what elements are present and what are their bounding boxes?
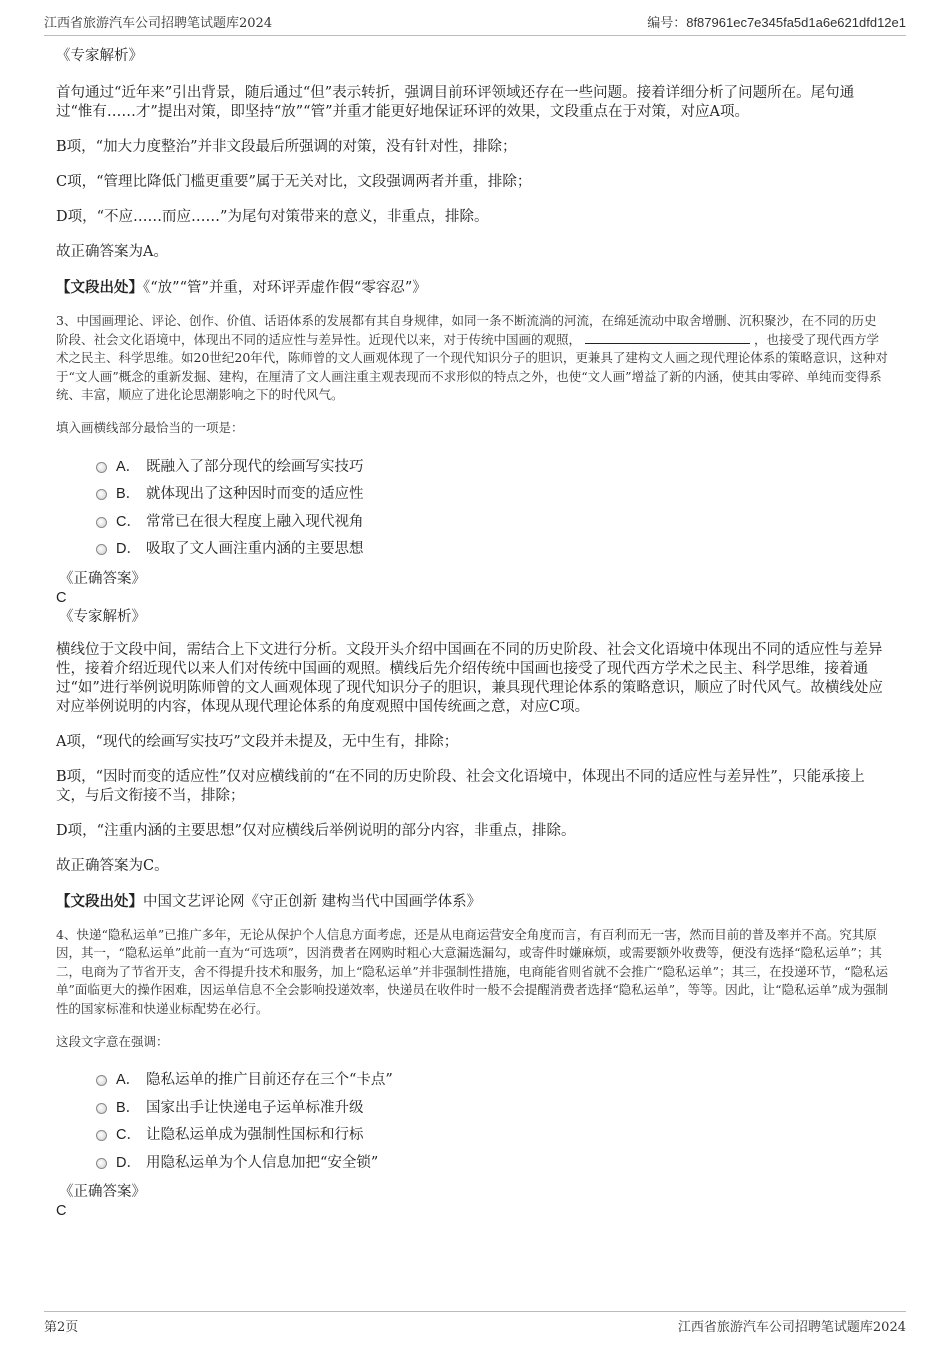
analysis-paragraph: D项，“不应……而应……”为尾句对策带来的意义，非重点，排除。: [56, 209, 489, 225]
option-text: 让隐私运单成为强制性国标和行标: [146, 1127, 364, 1144]
correct-answer-label: 《正确答案》: [59, 1184, 146, 1201]
expert-analysis-label: 《专家解析》: [56, 48, 143, 64]
correct-answer: C: [56, 589, 67, 606]
source-label: 【文段出处】: [56, 279, 143, 296]
source-text: 《“放”“管”并重，对环评弄虚作假“零容忍”》: [143, 280, 427, 296]
analysis-paragraph: C项，“管理比降低门槛更重要”属于无关对比，文段强调两者并重，排除；: [56, 174, 532, 190]
source-line: [56, 278, 888, 298]
option-text: 就体现出了这种因时而变的适应性: [146, 486, 364, 503]
option-text: 常常已在很大程度上融入现代视角: [146, 513, 364, 530]
option-c[interactable]: [96, 1120, 888, 1148]
page-header: [44, 12, 906, 36]
header-title: 江西省旅游汽车公司招聘笔试题库2024: [44, 16, 273, 31]
analysis-paragraph: B项，“加大力度整治”并非文段最后所强调的对策，没有针对性，排除；: [56, 139, 517, 155]
option-text: 用隐私运单为个人信息加把“安全锁”: [146, 1154, 379, 1171]
question-stem-part2: ，也接受了现代西方学术之民主、科学思维。如20世纪20年代，陈师曾的文人画观体现了一个现代知识分子的胆识，更兼具了建构文人画之现代理论体系的策略意识，这种对于“文人画”概念的重新发掘、建构，在厘清了文人画注重主观表现而不求形似的特点之外，也使“文人画”增益了新的内涵，使其由零碎、单纯而变得系统、丰富，顺应了进化论思潮影响之下的时代风气。: [56, 331, 888, 403]
option-b[interactable]: [96, 479, 888, 507]
page-number: 第2页: [44, 1320, 79, 1335]
option-text: 隐私运单的推广目前还存在三个“卡点”: [146, 1072, 393, 1089]
fill-blank: [585, 331, 750, 344]
correct-answer-label: 《正确答案》: [59, 570, 146, 587]
option-a[interactable]: [96, 1065, 888, 1093]
source-label: 【文段出处】: [56, 892, 143, 910]
analysis-conclusion: 故正确答案为A。: [56, 244, 168, 260]
footer-title: 江西省旅游汽车公司招聘笔试题库2024: [677, 1320, 906, 1335]
page-footer: [44, 1311, 906, 1335]
analysis-paragraph: D项，“注重内涵的主要思想”仅对应横线后举例说明的部分内容，非重点，排除。: [56, 822, 576, 839]
option-letter: C．: [116, 513, 141, 530]
question-stem-part1: 3、中国画理论、评论、创作、价值、话语体系的发展都有其自身规律，如同一条不断流淌的河流，在绵延流动中取舍增删、沉积聚沙，在不同的历史阶段、社会文化语境中，体现出不同的适应性与差异性。近现代以来，对于传统中国画的观照，: [56, 313, 877, 347]
option-letter: D．: [116, 541, 141, 558]
option-letter: B．: [116, 486, 141, 503]
analysis-conclusion: 故正确答案为C。: [56, 857, 169, 874]
document-id: 编号：8f87961ec7e345fa5d1a6e621dfd12e1: [647, 15, 906, 30]
options-list: [56, 1065, 888, 1175]
radio-icon[interactable]: [96, 1158, 107, 1169]
option-text: 国家出手让快递电子运单标准升级: [146, 1099, 364, 1116]
option-letter: B．: [116, 1099, 141, 1116]
option-d[interactable]: [96, 534, 888, 562]
radio-icon[interactable]: [96, 1130, 107, 1141]
options-list: [56, 452, 888, 562]
option-a[interactable]: [96, 452, 888, 480]
analysis-paragraph: B项，“因时而变的适应性”仅对应横线前的“在不同的历史阶段、社会文化语境中，体现出不同的适应性与差异性”，只能承接上文，与后文衔接不当，排除；: [56, 768, 865, 804]
option-letter: A．: [116, 1072, 141, 1089]
option-c[interactable]: [96, 507, 888, 535]
option-letter: A．: [116, 458, 141, 475]
question-stem: [56, 312, 888, 405]
radio-icon[interactable]: [96, 544, 107, 555]
question-prompt: 填入画横线部分最恰当的一项是：: [56, 419, 244, 435]
analysis-paragraph: 首句通过“近年来”引出背景，随后通过“但”表示转折，强调目前环评领域还存在一些问题。接着详细分析了问题所在。尾句通过“惟有……才”提出对策，即坚持“放”“管”并重才能更好地保证环评的效果，文段重点在于对策，对应A项。: [56, 85, 855, 120]
analysis-paragraph: A项，“现代的绘画写实技巧”文段并未提及，无中生有，排除；: [56, 733, 459, 750]
radio-icon[interactable]: [96, 1103, 107, 1114]
source-line: [56, 892, 888, 912]
correct-answer: C: [56, 1203, 67, 1220]
source-text: 中国文艺评论网《守正创新 建构当代中国画学体系》: [143, 893, 482, 910]
radio-icon[interactable]: [96, 1075, 107, 1086]
question-prompt: 这段文字意在强调：: [56, 1033, 169, 1049]
option-letter: D．: [116, 1154, 141, 1171]
radio-icon[interactable]: [96, 489, 107, 500]
radio-icon[interactable]: [96, 517, 107, 528]
option-text: 吸取了文人画注重内涵的主要思想: [146, 541, 364, 558]
analysis-paragraph: 横线位于文段中间，需结合上下文进行分析。文段开头介绍中国画在不同的历史阶段、社会文化语境中体现出不同的适应性与差异性，接着介绍近现代以来人们对传统中国画的观照。横线后先介绍传统中国画也接受了现代西方学术之民主、科学思维，接着通过“如”进行举例说明陈师曾的文人画观体现了现代知识分子的胆识，兼具现代理论体系的策略意识，顺应了时代风气。故横线处应对应举例说明的内容，体现从现代理论体系的角度观照中国传统画之意，对应C项。: [56, 641, 883, 715]
option-b[interactable]: [96, 1093, 888, 1121]
question-stem: 4、快递“隐私运单”已推广多年，无论从保护个人信息方面考虑，还是从电商运营安全角度而言，有百利而无一害，然而目前的普及率并不高。究其原因，其一，“隐私运单”此前一直为“可选项”，因消费者在网购时粗心大意漏选漏勾，或寄件时嫌麻烦，或需要额外收费等，便没有选择“隐私运单”；其二，电商为了节省开支，舍不得提升技术和服务，加上“隐私运单”并非强制性措施，电商能省则省就不会推广“隐私运单”；其三，在投递环节，“隐私运单”面临更大的操作困难，因运单信息不全会影响投递效率，快递员在收件时一般不会提醒消费者选择“隐私运单”，等等。因此，让“隐私运单”成为强制性的国家标准和快递业标配势在必行。: [56, 926, 888, 1016]
radio-icon[interactable]: [96, 462, 107, 473]
option-letter: C．: [116, 1127, 141, 1144]
page-content: [56, 40, 888, 1221]
option-text: 既融入了部分现代的绘画写实技巧: [146, 458, 364, 475]
expert-analysis-label: 《专家解析》: [59, 608, 146, 625]
option-d[interactable]: [96, 1148, 888, 1176]
